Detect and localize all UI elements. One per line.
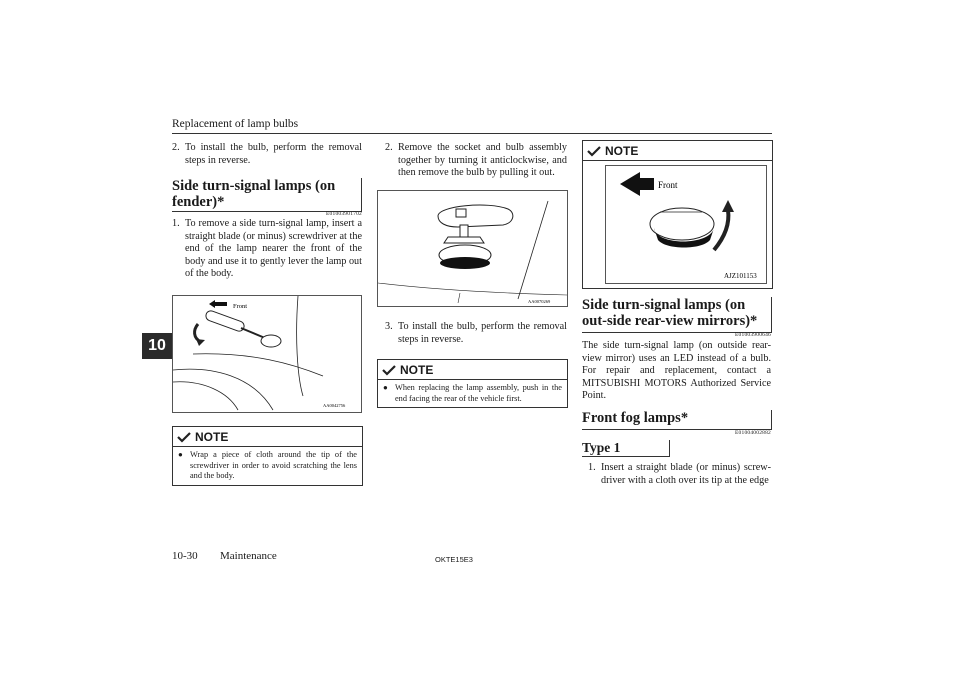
figure-code: AJZ101153 xyxy=(724,272,757,280)
bullet-icon: ● xyxy=(383,383,388,392)
col1-step1 xyxy=(172,218,362,281)
front-label: Front xyxy=(658,180,678,190)
figure-screwdriver xyxy=(172,295,362,413)
step-number: 3. xyxy=(385,321,393,332)
step-text: Remove the socket and bulb assembly together by turning it anticlockwise, and then remove the bulb by pulling it out. xyxy=(398,142,567,178)
step-number: 2. xyxy=(385,142,393,153)
col1-step2 xyxy=(172,142,362,167)
note-box-3 xyxy=(582,140,773,289)
col3-paragraph xyxy=(582,340,771,403)
note-check-icon xyxy=(177,432,191,443)
section-code: E01003901702 xyxy=(325,211,362,217)
step-number: 1. xyxy=(172,218,180,229)
col2-step3 xyxy=(385,321,567,346)
step-number: 1. xyxy=(588,462,596,473)
note-check-icon xyxy=(587,146,601,157)
figure-lamp-front xyxy=(605,165,767,284)
type-heading xyxy=(582,440,670,457)
screwdriver-illustration xyxy=(173,296,361,412)
paragraph-text: The side turn-signal lamp (on outside rear-view mirror) uses an LED instead of a bulb. For repair and replacement, contact a MITSUBISHI MOTORS Authorized Service Point. xyxy=(582,340,771,401)
col3-step1 xyxy=(588,462,771,487)
note-divider xyxy=(173,446,362,447)
note-box-1 xyxy=(172,426,363,486)
figure-code: AA0042756 xyxy=(323,403,346,408)
heading-text: Side turn-signal lamps (on fender)* xyxy=(172,178,336,210)
step-text: To install the bulb, perform the removal steps in reverse. xyxy=(398,321,567,345)
front-arrow-icon xyxy=(209,300,227,308)
figure-code: AA0070269 xyxy=(528,299,551,304)
type-text: Type 1 xyxy=(582,440,621,455)
header-rule xyxy=(172,133,772,134)
note-text: Wrap a piece of cloth around the tip of the screwdriver in order to avoid scratching the lens and the body. xyxy=(190,450,357,480)
heading-text: Front fog lamps* xyxy=(582,410,689,426)
note-title: NOTE xyxy=(400,363,434,377)
front-arrow-icon xyxy=(620,172,654,196)
bulb-socket-illustration xyxy=(378,191,567,306)
section-heading-fender xyxy=(172,178,362,212)
section-heading-mirror xyxy=(582,297,772,333)
step-text: Insert a straight blade (or minus) screw-driver with a cloth over its tip at the edge xyxy=(601,462,771,486)
note-title: NOTE xyxy=(605,144,639,158)
footer-section: Maintenance xyxy=(220,550,277,562)
front-label: Front xyxy=(233,303,248,310)
heading-text: Side turn-signal lamps (on out-side rear-view mirrors)* xyxy=(582,297,758,329)
section-code-2: E01004002882 xyxy=(734,430,771,436)
section-code: E01003900646 xyxy=(734,332,771,338)
note-text: When replacing the lamp assembly, push in the end facing the rear of the vehicle first. xyxy=(395,383,562,403)
col2-step2 xyxy=(385,142,567,180)
lamp-illustration xyxy=(606,166,766,283)
note-divider xyxy=(378,379,567,380)
step-text: To remove a side turn-signal lamp, insert a straight blade (or minus) screwdriver at the end of the lamp nearer the front of the body and use it to gently lever the lamp out of the body. xyxy=(185,218,362,279)
step-number: 2. xyxy=(172,142,180,153)
section-heading-fog xyxy=(582,410,772,430)
figure-bulb-socket xyxy=(377,190,568,307)
footer-code: OKTE15E3 xyxy=(435,555,473,564)
chapter-tab: 10 xyxy=(142,333,172,359)
page-number: 10-30 xyxy=(172,550,198,562)
note-check-icon xyxy=(382,365,396,376)
note-title: NOTE xyxy=(195,430,229,444)
note-box-2 xyxy=(377,359,568,408)
bullet-icon: ● xyxy=(178,450,183,459)
note-divider xyxy=(583,160,772,161)
step-text: To install the bulb, perform the removal steps in reverse. xyxy=(185,142,362,166)
running-head: Replacement of lamp bulbs xyxy=(172,118,299,130)
